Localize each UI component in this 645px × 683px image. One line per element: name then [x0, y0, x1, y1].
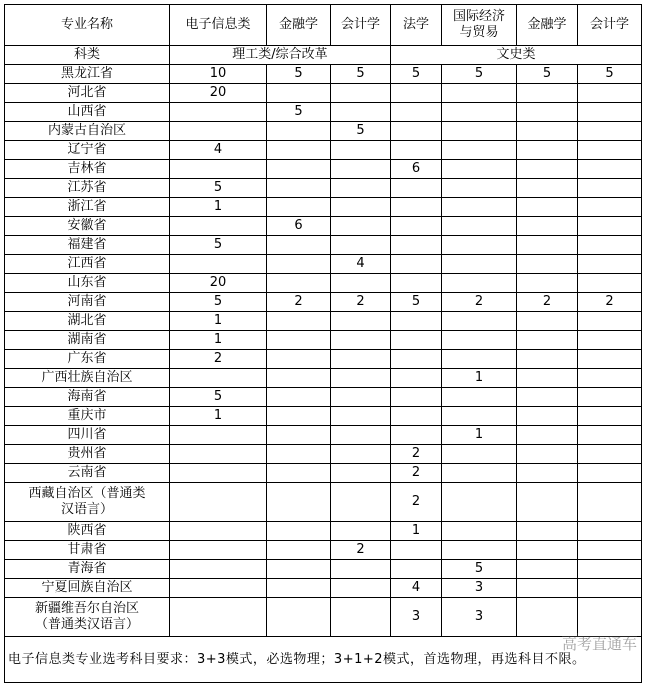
quota-cell [267, 122, 331, 141]
table-row [5, 312, 642, 331]
quota-cell [331, 522, 391, 541]
quota-cell [517, 369, 578, 388]
quota-cell [331, 331, 391, 350]
quota-cell [578, 312, 642, 331]
quota-cell [517, 160, 578, 179]
quota-cell [578, 217, 642, 236]
table-row [5, 65, 642, 84]
quota-cell [391, 426, 442, 445]
quota-cell: 20 [170, 84, 267, 103]
quota-cell [170, 464, 267, 483]
quota-cell: 2 [517, 293, 578, 312]
table-row [5, 579, 642, 598]
quota-cell: 5 [267, 103, 331, 122]
quota-cell [442, 274, 517, 293]
province-cell: 辽宁省 [5, 141, 170, 160]
quota-cell [442, 122, 517, 141]
header-major: 电子信息类 [170, 5, 267, 46]
quota-cell: 1 [170, 198, 267, 217]
province-cell: 河北省 [5, 84, 170, 103]
quota-cell [442, 407, 517, 426]
quota-cell [578, 179, 642, 198]
quota-cell [391, 369, 442, 388]
quota-cell [331, 236, 391, 255]
quota-cell [331, 483, 391, 522]
province-cell: 湖南省 [5, 331, 170, 350]
quota-cell [391, 274, 442, 293]
quota-cell: 5 [442, 65, 517, 84]
quota-cell [442, 84, 517, 103]
quota-cell [267, 560, 331, 579]
quota-cell [331, 350, 391, 369]
quota-cell: 2 [331, 293, 391, 312]
quota-cell [517, 350, 578, 369]
quota-cell: 5 [331, 122, 391, 141]
quota-cell [517, 217, 578, 236]
quota-cell: 3 [391, 598, 442, 637]
quota-cell [442, 312, 517, 331]
table-row [5, 179, 642, 198]
quota-cell [267, 426, 331, 445]
quota-cell [442, 103, 517, 122]
quota-cell: 2 [331, 541, 391, 560]
quota-cell: 2 [578, 293, 642, 312]
quota-cell [517, 598, 578, 637]
province-cell: 浙江省 [5, 198, 170, 217]
quota-cell: 5 [170, 293, 267, 312]
quota-cell [517, 103, 578, 122]
province-cell: 山东省 [5, 274, 170, 293]
quota-cell [578, 426, 642, 445]
quota-cell [391, 560, 442, 579]
quota-cell [170, 483, 267, 522]
quota-cell [331, 274, 391, 293]
quota-cell [517, 522, 578, 541]
province-cell: 河南省 [5, 293, 170, 312]
quota-cell [578, 579, 642, 598]
header-major: 会计学 [578, 5, 642, 46]
quota-cell [517, 236, 578, 255]
province-cell: 西藏自治区（普通类汉语言） [5, 483, 170, 522]
table-row [5, 369, 642, 388]
table-body [5, 5, 642, 65]
province-cell: 宁夏回族自治区 [5, 579, 170, 598]
quota-cell: 6 [267, 217, 331, 236]
quota-cell [578, 483, 642, 522]
province-cell: 黑龙江省 [5, 65, 170, 84]
quota-cell [267, 464, 331, 483]
quota-cell [578, 598, 642, 637]
quota-cell [267, 141, 331, 160]
quota-cell: 5 [391, 293, 442, 312]
quota-cell [442, 179, 517, 198]
quota-cell [267, 541, 331, 560]
quota-cell [331, 426, 391, 445]
quota-cell: 4 [170, 141, 267, 160]
province-cell: 江苏省 [5, 179, 170, 198]
quota-cell [170, 426, 267, 445]
quota-cell [578, 236, 642, 255]
table-row [5, 103, 642, 122]
province-cell: 云南省 [5, 464, 170, 483]
quota-cell [578, 84, 642, 103]
quota-cell [578, 464, 642, 483]
table-row [5, 483, 642, 522]
quota-cell [331, 388, 391, 407]
quota-cell [170, 217, 267, 236]
quota-cell [442, 217, 517, 236]
table-row [5, 84, 642, 103]
category-arts: 文史类 [391, 46, 642, 65]
quota-cell [517, 84, 578, 103]
quota-cell [331, 598, 391, 637]
quota-cell [442, 141, 517, 160]
quota-cell: 1 [170, 312, 267, 331]
quota-cell [391, 198, 442, 217]
quota-cell [170, 122, 267, 141]
quota-cell [578, 522, 642, 541]
quota-cell [267, 483, 331, 522]
quota-cell [267, 579, 331, 598]
quota-cell [331, 141, 391, 160]
quota-cell [331, 560, 391, 579]
quota-cell [442, 160, 517, 179]
subject-requirement-note: 电子信息类专业选考科目要求：3+3模式，必选物理；3+1+2模式，首选物理，再选科目不限。 [5, 637, 642, 683]
quota-cell [331, 84, 391, 103]
quota-cell [442, 464, 517, 483]
quota-cell [170, 541, 267, 560]
quota-cell [170, 255, 267, 274]
quota-cell [170, 103, 267, 122]
quota-cell [391, 103, 442, 122]
quota-cell [331, 579, 391, 598]
quota-cell [267, 331, 331, 350]
quota-cell [391, 350, 442, 369]
table-row [5, 141, 642, 160]
quota-cell [331, 445, 391, 464]
quota-cell [517, 141, 578, 160]
quota-cell [170, 160, 267, 179]
quota-cell [391, 541, 442, 560]
province-cell: 广东省 [5, 350, 170, 369]
quota-cell [442, 255, 517, 274]
quota-cell [267, 236, 331, 255]
quota-cell [267, 255, 331, 274]
province-cell: 山西省 [5, 103, 170, 122]
quota-cell [442, 198, 517, 217]
quota-cell [170, 445, 267, 464]
quota-cell [578, 103, 642, 122]
quota-cell [170, 369, 267, 388]
quota-cell: 2 [442, 293, 517, 312]
province-cell: 甘肃省 [5, 541, 170, 560]
table-row [5, 160, 642, 179]
quota-cell [267, 274, 331, 293]
quota-cell [267, 160, 331, 179]
province-cell: 吉林省 [5, 160, 170, 179]
quota-cell [267, 198, 331, 217]
quota-cell [578, 331, 642, 350]
quota-cell [267, 312, 331, 331]
quota-cell [578, 369, 642, 388]
table-row [5, 122, 642, 141]
quota-cell [267, 407, 331, 426]
table-row [5, 426, 642, 445]
quota-cell: 5 [578, 65, 642, 84]
quota-cell [578, 255, 642, 274]
quota-cell [442, 331, 517, 350]
quota-cell [517, 426, 578, 445]
quota-cell [578, 160, 642, 179]
quota-cell [170, 579, 267, 598]
province-cell: 重庆市 [5, 407, 170, 426]
quota-cell [578, 541, 642, 560]
quota-cell [331, 160, 391, 179]
quota-cell: 10 [170, 65, 267, 84]
province-cell: 福建省 [5, 236, 170, 255]
quota-cell [517, 483, 578, 522]
quota-cell [442, 483, 517, 522]
quota-cell: 5 [331, 65, 391, 84]
table-row [5, 560, 642, 579]
quota-cell: 2 [170, 350, 267, 369]
quota-cell [578, 388, 642, 407]
quota-cell: 5 [170, 388, 267, 407]
header-major: 法学 [391, 5, 442, 46]
table-row [5, 541, 642, 560]
quota-cell [267, 388, 331, 407]
quota-cell [267, 84, 331, 103]
quota-cell: 5 [170, 179, 267, 198]
enrollment-quota-table [4, 4, 642, 683]
quota-cell [391, 217, 442, 236]
quota-cell [517, 464, 578, 483]
quota-cell: 1 [442, 426, 517, 445]
note-row [5, 637, 642, 683]
table-row [5, 464, 642, 483]
quota-cell: 6 [391, 160, 442, 179]
province-cell: 新疆维吾尔自治区（普通类汉语言） [5, 598, 170, 637]
quota-cell [331, 369, 391, 388]
table-row [5, 407, 642, 426]
quota-cell [517, 407, 578, 426]
quota-cell [578, 445, 642, 464]
quota-cell [331, 198, 391, 217]
quota-cell [331, 103, 391, 122]
quota-cell [391, 407, 442, 426]
quota-cell [170, 560, 267, 579]
quota-cell [578, 560, 642, 579]
table-row [5, 236, 642, 255]
header-major: 会计学 [331, 5, 391, 46]
quota-cell: 2 [391, 445, 442, 464]
quota-cell: 3 [442, 598, 517, 637]
quota-cell [517, 274, 578, 293]
quota-cell [442, 522, 517, 541]
quota-cell [331, 407, 391, 426]
quota-cell [517, 445, 578, 464]
quota-cell: 3 [442, 579, 517, 598]
province-cell: 青海省 [5, 560, 170, 579]
quota-cell [578, 122, 642, 141]
quota-cell [391, 236, 442, 255]
quota-cell [170, 598, 267, 637]
quota-cell [578, 141, 642, 160]
category-label: 科类 [5, 46, 170, 65]
quota-cell [391, 122, 442, 141]
header-major: 金融学 [517, 5, 578, 46]
table-row [5, 255, 642, 274]
quota-cell [517, 331, 578, 350]
province-cell: 湖北省 [5, 312, 170, 331]
table-row [5, 445, 642, 464]
quota-cell: 5 [267, 65, 331, 84]
quota-cell: 5 [517, 65, 578, 84]
quota-cell [331, 217, 391, 236]
quota-cell [391, 312, 442, 331]
quota-cell [578, 407, 642, 426]
table-row [5, 331, 642, 350]
quota-cell [517, 255, 578, 274]
quota-cell [391, 388, 442, 407]
quota-cell [267, 369, 331, 388]
quota-cell [517, 122, 578, 141]
quota-cell [331, 312, 391, 331]
quota-cell: 2 [267, 293, 331, 312]
quota-cell: 2 [391, 464, 442, 483]
table-row [5, 198, 642, 217]
quota-cell [331, 464, 391, 483]
province-cell: 安徽省 [5, 217, 170, 236]
province-cell: 广西壮族自治区 [5, 369, 170, 388]
category-row [5, 46, 642, 65]
table-row [5, 522, 642, 541]
quota-cell [391, 255, 442, 274]
quota-cell [578, 198, 642, 217]
table-row [5, 350, 642, 369]
province-cell: 贵州省 [5, 445, 170, 464]
quota-cell [391, 179, 442, 198]
quota-cell [578, 350, 642, 369]
watermark: 高考直通车 [561, 635, 637, 653]
quota-cell [517, 560, 578, 579]
quota-cell: 1 [170, 407, 267, 426]
quota-cell: 20 [170, 274, 267, 293]
quota-cell: 5 [391, 65, 442, 84]
quota-cell: 2 [391, 483, 442, 522]
quota-cell [517, 198, 578, 217]
table-row [5, 293, 642, 312]
category-science: 理工类/综合改革 [170, 46, 391, 65]
quota-cell [517, 388, 578, 407]
quota-cell [170, 522, 267, 541]
province-cell: 江西省 [5, 255, 170, 274]
quota-cell [578, 274, 642, 293]
table-row [5, 598, 642, 637]
province-cell: 海南省 [5, 388, 170, 407]
quota-cell [267, 522, 331, 541]
province-cell: 内蒙古自治区 [5, 122, 170, 141]
quota-cell: 1 [170, 331, 267, 350]
quota-cell [517, 179, 578, 198]
quota-cell: 5 [170, 236, 267, 255]
quota-cell: 1 [442, 369, 517, 388]
table-row [5, 388, 642, 407]
quota-cell [442, 445, 517, 464]
province-cell: 陕西省 [5, 522, 170, 541]
quota-cell: 4 [331, 255, 391, 274]
quota-cell [517, 541, 578, 560]
quota-cell [391, 331, 442, 350]
quota-cell [331, 179, 391, 198]
quota-cell [267, 179, 331, 198]
quota-cell [442, 388, 517, 407]
quota-cell [442, 541, 517, 560]
table-row [5, 274, 642, 293]
province-cell: 四川省 [5, 426, 170, 445]
header-major: 国际经济与贸易 [442, 5, 517, 46]
quota-cell: 5 [442, 560, 517, 579]
quota-cell [267, 350, 331, 369]
quota-cell: 1 [391, 522, 442, 541]
quota-cell [391, 84, 442, 103]
province-rows [5, 65, 642, 637]
quota-cell [517, 312, 578, 331]
quota-cell [517, 579, 578, 598]
quota-cell [442, 350, 517, 369]
header-major: 金融学 [267, 5, 331, 46]
quota-cell [442, 236, 517, 255]
quota-cell: 4 [391, 579, 442, 598]
quota-cell [391, 141, 442, 160]
quota-cell [267, 445, 331, 464]
table-row [5, 217, 642, 236]
header-row [5, 5, 642, 46]
header-major-name: 专业名称 [5, 5, 170, 46]
quota-cell [267, 598, 331, 637]
